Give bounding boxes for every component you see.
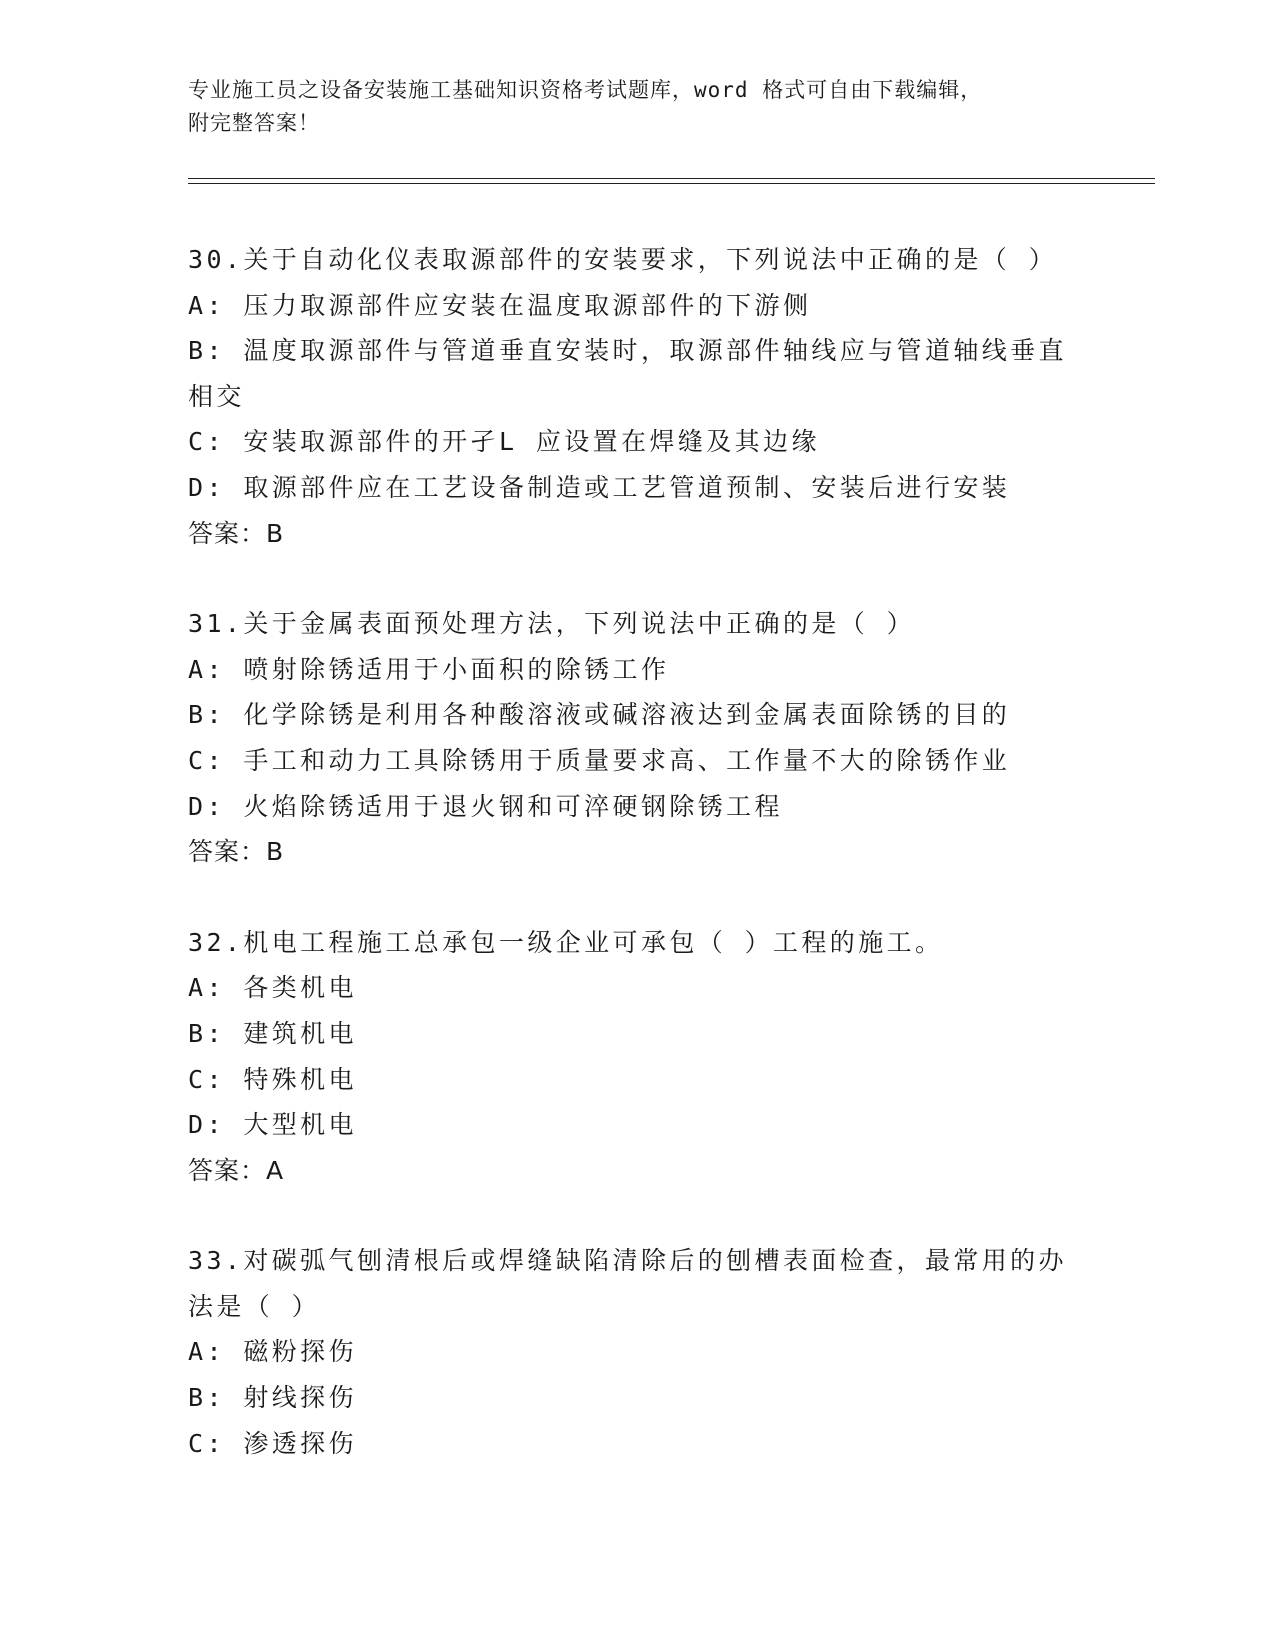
answer-key bbox=[188, 829, 1088, 875]
header-divider-bottom bbox=[188, 183, 1155, 184]
question-block bbox=[188, 237, 1088, 556]
answer-option: C: 特殊机电 bbox=[188, 1064, 357, 1094]
answer-value: A bbox=[266, 1155, 285, 1185]
answer-option: B: 温度取源部件与管道垂直安装时，取源部件轴线应与管道轴线垂直 bbox=[188, 336, 1067, 366]
question-block bbox=[188, 601, 1088, 875]
header-line-1: 专业施工员之设备安装施工基础知识资格考试题库，word 格式可自由下载编辑， bbox=[188, 78, 983, 102]
answer-option: C: 渗透探伤 bbox=[188, 1428, 357, 1458]
question-stem: 31.关于金属表面预处理方法，下列说法中正确的是（ ） bbox=[188, 609, 916, 639]
answer-value: B bbox=[266, 837, 285, 867]
answer-option: B: 建筑机电 bbox=[188, 1018, 357, 1048]
question-block bbox=[188, 920, 1088, 1194]
answer-option: C: 手工和动力工具除锈用于质量要求高、工作量不大的除锈作业 bbox=[188, 745, 1011, 775]
answer-key bbox=[188, 511, 1088, 557]
question-list bbox=[188, 237, 1088, 1511]
answer-key bbox=[188, 1148, 1088, 1194]
question-stem: 30.关于自动化仪表取源部件的安装要求，下列说法中正确的是（ ） bbox=[188, 245, 1058, 274]
answer-option: B: 射线探伤 bbox=[188, 1383, 357, 1413]
answer-option: B: 化学除锈是利用各种酸溶液或碱溶液达到金属表面除锈的目的 bbox=[188, 700, 1011, 730]
answer-value: B bbox=[266, 518, 285, 548]
question-block bbox=[188, 1238, 1088, 1466]
answer-option: C: 安装取源部件的开孑L 应设置在焊缝及其边缘 bbox=[188, 427, 820, 457]
question-stem: 法是（ ） bbox=[188, 1291, 321, 1321]
document-header bbox=[188, 74, 1088, 140]
question-stem: 33.对碳弧气刨清根后或焊缝缺陷清除后的刨槽表面检查，最常用的办 bbox=[188, 1246, 1067, 1276]
answer-option: A: 磁粉探伤 bbox=[188, 1337, 357, 1367]
answer-option: A: 各类机电 bbox=[188, 973, 357, 1003]
answer-label: 答案： bbox=[188, 837, 267, 867]
answer-option: A: 喷射除锈适用于小面积的除锈工作 bbox=[188, 654, 670, 684]
answer-option: 相交 bbox=[188, 381, 245, 411]
header-line-2: 附完整答案！ bbox=[188, 111, 320, 135]
answer-option: D: 取源部件应在工艺设备制造或工艺管道预制、安装后进行安装 bbox=[188, 472, 1011, 502]
answer-label: 答案： bbox=[188, 518, 267, 548]
header-divider-top bbox=[188, 178, 1155, 179]
answer-label: 答案： bbox=[188, 1155, 267, 1185]
answer-option: A: 压力取源部件应安装在温度取源部件的下游侧 bbox=[188, 290, 812, 320]
answer-option: D: 火焰除锈适用于退火钢和可淬硬钢除锈工程 bbox=[188, 791, 783, 821]
question-stem: 32.机电工程施工总承包一级企业可承包（ ）工程的施工。 bbox=[188, 927, 944, 957]
answer-option: D: 大型机电 bbox=[188, 1110, 357, 1140]
